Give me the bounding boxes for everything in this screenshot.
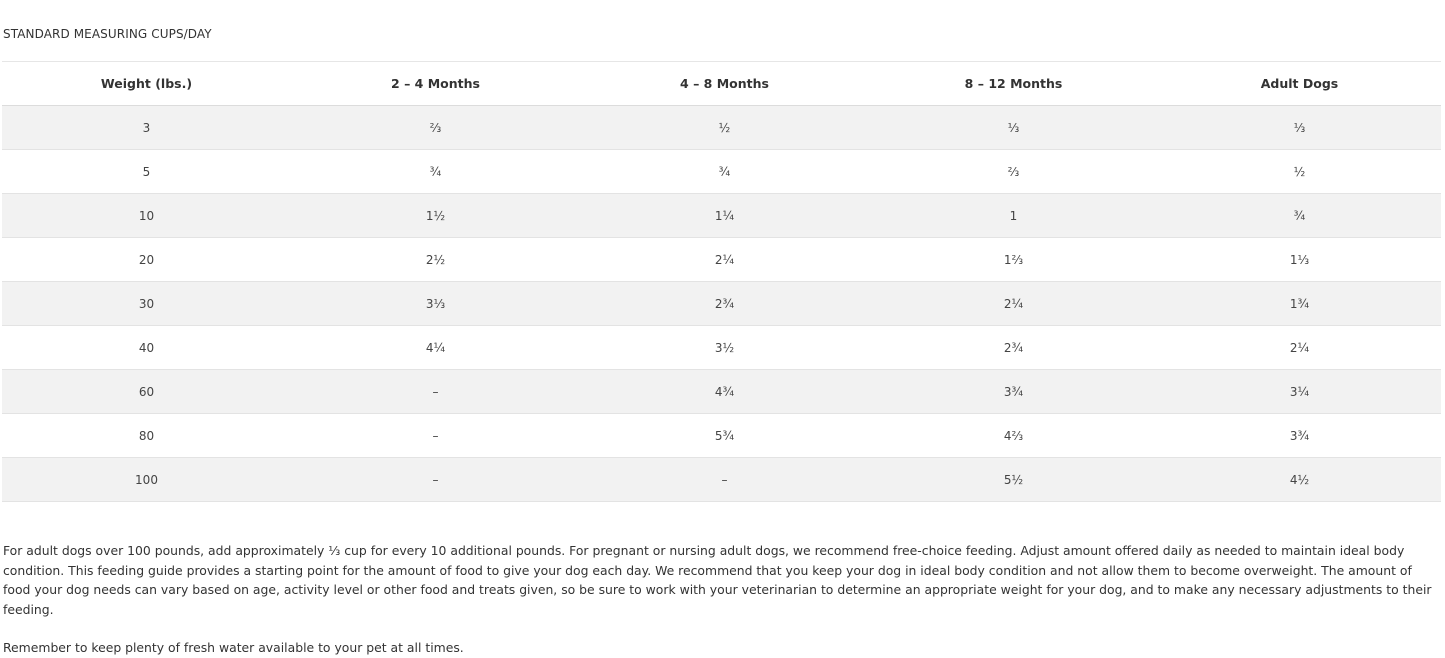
cell-8-12-months: 4⅔ <box>869 414 1158 458</box>
cell-2-4-months: ⅔ <box>291 106 580 150</box>
cell-2-4-months: – <box>291 370 580 414</box>
cell-8-12-months: ⅓ <box>869 106 1158 150</box>
feeding-table <box>2 61 1441 502</box>
table-body <box>2 106 1441 502</box>
table-caption: STANDARD MEASURING CUPS/DAY <box>3 27 212 41</box>
table-row <box>2 458 1441 502</box>
cell-adult-dogs: 4½ <box>1158 458 1441 502</box>
table-row <box>2 414 1441 458</box>
cell-2-4-months: – <box>291 458 580 502</box>
header-4-8-months: 4 – 8 Months <box>580 62 869 106</box>
table-header <box>2 62 1441 106</box>
table-row <box>2 238 1441 282</box>
cell-weight: 5 <box>2 150 291 194</box>
cell-4-8-months: ½ <box>580 106 869 150</box>
header-adult-dogs: Adult Dogs <box>1158 62 1441 106</box>
cell-8-12-months: ⅔ <box>869 150 1158 194</box>
cell-weight: 40 <box>2 326 291 370</box>
cell-adult-dogs: ¾ <box>1158 194 1441 238</box>
cell-8-12-months: 3¾ <box>869 370 1158 414</box>
cell-2-4-months: 4¼ <box>291 326 580 370</box>
cell-4-8-months: 1¼ <box>580 194 869 238</box>
cell-adult-dogs: ½ <box>1158 150 1441 194</box>
cell-weight: 10 <box>2 194 291 238</box>
cell-weight: 3 <box>2 106 291 150</box>
cell-4-8-months: 2¼ <box>580 238 869 282</box>
cell-8-12-months: 2¼ <box>869 282 1158 326</box>
table-row <box>2 150 1441 194</box>
table-row <box>2 194 1441 238</box>
cell-adult-dogs: 3¾ <box>1158 414 1441 458</box>
cell-weight: 30 <box>2 282 291 326</box>
cell-adult-dogs: 1¾ <box>1158 282 1441 326</box>
header-row <box>2 62 1441 106</box>
table-row <box>2 370 1441 414</box>
cell-adult-dogs: 2¼ <box>1158 326 1441 370</box>
cell-4-8-months: ¾ <box>580 150 869 194</box>
feeding-notes <box>3 541 1441 658</box>
cell-8-12-months: 1⅔ <box>869 238 1158 282</box>
cell-4-8-months: 3½ <box>580 326 869 370</box>
cell-2-4-months: 2½ <box>291 238 580 282</box>
cell-2-4-months: 3⅓ <box>291 282 580 326</box>
cell-4-8-months: 2¾ <box>580 282 869 326</box>
cell-weight: 20 <box>2 238 291 282</box>
header-8-12-months: 8 – 12 Months <box>869 62 1158 106</box>
table-row <box>2 326 1441 370</box>
cell-2-4-months: ¾ <box>291 150 580 194</box>
cell-4-8-months: – <box>580 458 869 502</box>
cell-2-4-months: – <box>291 414 580 458</box>
cell-8-12-months: 2¾ <box>869 326 1158 370</box>
table-row <box>2 106 1441 150</box>
feeding-guidance-paragraph: For adult dogs over 100 pounds, add approximately ⅓ cup for every 10 additional pounds. For pregnant or nursing adult dogs, we recommend free-choice feeding. Adjust amount offered daily as needed to maintain ideal body condition. This feeding guide provides a starting point for the amount of food to give your dog each day. We recommend that you keep your dog in ideal body condition and not allow them to become overweight. The amount of food your dog needs can vary based on age, activity level or other food and treats given, so be sure to work with your veterinarian to determine an appropriate weight for your dog, and to make any necessary adjustments to their feeding. <box>3 543 1432 617</box>
cell-4-8-months: 4¾ <box>580 370 869 414</box>
cell-adult-dogs: 3¼ <box>1158 370 1441 414</box>
cell-adult-dogs: ⅓ <box>1158 106 1441 150</box>
cell-2-4-months: 1½ <box>291 194 580 238</box>
cell-weight: 60 <box>2 370 291 414</box>
table-row <box>2 282 1441 326</box>
cell-8-12-months: 5½ <box>869 458 1158 502</box>
cell-weight: 80 <box>2 414 291 458</box>
cell-8-12-months: 1 <box>869 194 1158 238</box>
cell-weight: 100 <box>2 458 291 502</box>
water-reminder: Remember to keep plenty of fresh water available to your pet at all times. <box>3 640 464 655</box>
header-weight: Weight (lbs.) <box>2 62 291 106</box>
header-2-4-months: 2 – 4 Months <box>291 62 580 106</box>
cell-4-8-months: 5¾ <box>580 414 869 458</box>
cell-adult-dogs: 1⅓ <box>1158 238 1441 282</box>
